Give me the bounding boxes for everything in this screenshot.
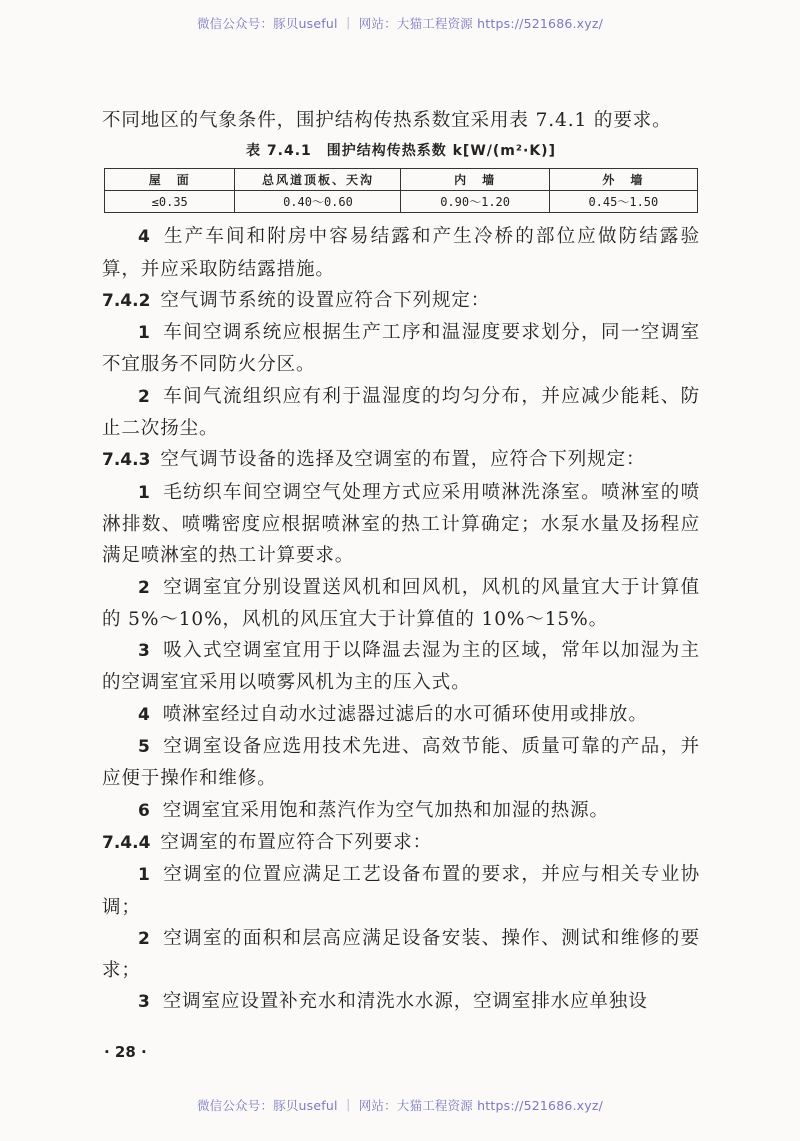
clause-heading xyxy=(102,827,700,859)
list-item xyxy=(102,923,700,987)
table-caption: 表 7.4.1 围护结构传热系数 k[W/(m²·K)] xyxy=(246,143,556,160)
item-text: 毛纺织车间空调空气处理方式应采用喷淋洗涤室。喷淋室的喷淋排数、喷嘴密度应根据喷淋室的热工计算确定；水泵水量及扬程应满足喷淋室的热工计算要求。 xyxy=(102,481,700,567)
item-text: 空调室宜采用饱和蒸汽作为空气加热和加湿的热源。 xyxy=(162,799,609,821)
list-item xyxy=(102,635,700,699)
table-header-roof: 屋 面 xyxy=(105,169,235,191)
list-item xyxy=(102,221,700,285)
clause-number: 7.4.4 xyxy=(102,832,151,853)
item-text: 空调室的位置应满足工艺设备布置的要求，并应与相关专业协调； xyxy=(102,864,700,918)
list-item xyxy=(102,699,700,731)
item-text: 空调室宜分别设置送风机和回风机，风机的风量宜大于计算值的 5%～10%，风机的风压宜大于计算值的 10%～15%。 xyxy=(102,576,700,630)
item-number: 1 xyxy=(138,482,151,503)
item-text: 空调室设备应选用技术先进、高效节能、质量可靠的产品，并应便于操作和维修。 xyxy=(102,736,700,790)
list-item xyxy=(102,572,700,636)
list-item xyxy=(102,381,700,445)
clause-number: 7.4.2 xyxy=(102,290,151,311)
item-number: 6 xyxy=(138,800,151,821)
document-body xyxy=(102,105,700,1019)
heat-transfer-table xyxy=(104,168,698,213)
item-number: 4 xyxy=(138,227,151,248)
item-text: 空调室的面积和层高应满足设备安装、操作、测试和维修的要求； xyxy=(102,927,700,982)
table-header-outer-wall: 外 墙 xyxy=(549,169,697,191)
item-number: 5 xyxy=(138,737,151,758)
table-header-duct: 总风道顶板、天沟 xyxy=(235,169,401,191)
clause-number: 7.4.3 xyxy=(102,450,151,471)
table-cell-duct: 0.40～0.60 xyxy=(235,191,401,213)
page-number: · 28 · xyxy=(104,1043,147,1061)
clause-title: 空气调节系统的设置应符合下列规定： xyxy=(160,289,491,311)
item-text: 空调室应设置补充水和清洗水水源，空调室排水应单独设 xyxy=(162,991,648,1013)
watermark-top: 微信公众号：豚贝useful ｜ 网站：大猫工程资源 https://521686.xyz/ xyxy=(196,16,604,31)
table-cell-inner-wall: 0.90～1.20 xyxy=(401,191,549,213)
table-row xyxy=(105,191,698,213)
item-number: 4 xyxy=(138,704,151,725)
table-header-inner-wall: 内 墙 xyxy=(401,169,549,191)
item-number: 2 xyxy=(138,386,151,407)
item-number: 2 xyxy=(138,577,151,598)
list-item xyxy=(102,859,700,923)
item-text: 吸入式空调室宜用于以降温去湿为主的区域，常年以加湿为主的空调室宜采用以喷雾风机为主的压入式。 xyxy=(102,640,700,694)
item-number: 3 xyxy=(138,992,151,1013)
list-item xyxy=(102,317,700,381)
item-number: 1 xyxy=(138,865,151,886)
clause-heading xyxy=(102,285,700,317)
item-number: 3 xyxy=(138,641,151,662)
list-item xyxy=(102,731,700,795)
item-text: 喷淋室经过自动水过滤器过滤后的水可循环使用或排放。 xyxy=(162,703,648,725)
table-cell-outer-wall: 0.45～1.50 xyxy=(549,191,697,213)
item-text: 车间空调系统应根据生产工序和温湿度要求划分，同一空调室不宜服务不同防火分区。 xyxy=(102,322,700,376)
table-cell-roof: ≤0.35 xyxy=(105,191,235,213)
list-item xyxy=(102,477,700,572)
clause-title: 空调室的布置应符合下列要求： xyxy=(160,831,433,853)
item-number: 2 xyxy=(138,928,151,949)
item-text: 生产车间和附房中容易结露和产生冷桥的部位应做防结露验算，并应采取防结露措施。 xyxy=(102,226,700,280)
clause-title: 空气调节设备的选择及空调室的布置，应符合下列规定： xyxy=(160,449,646,471)
watermark-bottom: 微信公众号：豚贝useful ｜ 网站：大猫工程资源 https://521686.xyz/ xyxy=(196,1098,604,1113)
list-item xyxy=(102,986,700,1018)
clause-heading xyxy=(102,444,700,476)
intro-paragraph: 不同地区的气象条件，围护结构传热系数宜采用表 7.4.1 的要求。 xyxy=(102,110,672,131)
table-header-row xyxy=(105,169,698,191)
list-item xyxy=(102,795,700,827)
item-number: 1 xyxy=(138,323,151,344)
item-text: 车间气流组织应有利于温湿度的均匀分布，并应减少能耗、防止二次扬尘。 xyxy=(102,385,700,440)
